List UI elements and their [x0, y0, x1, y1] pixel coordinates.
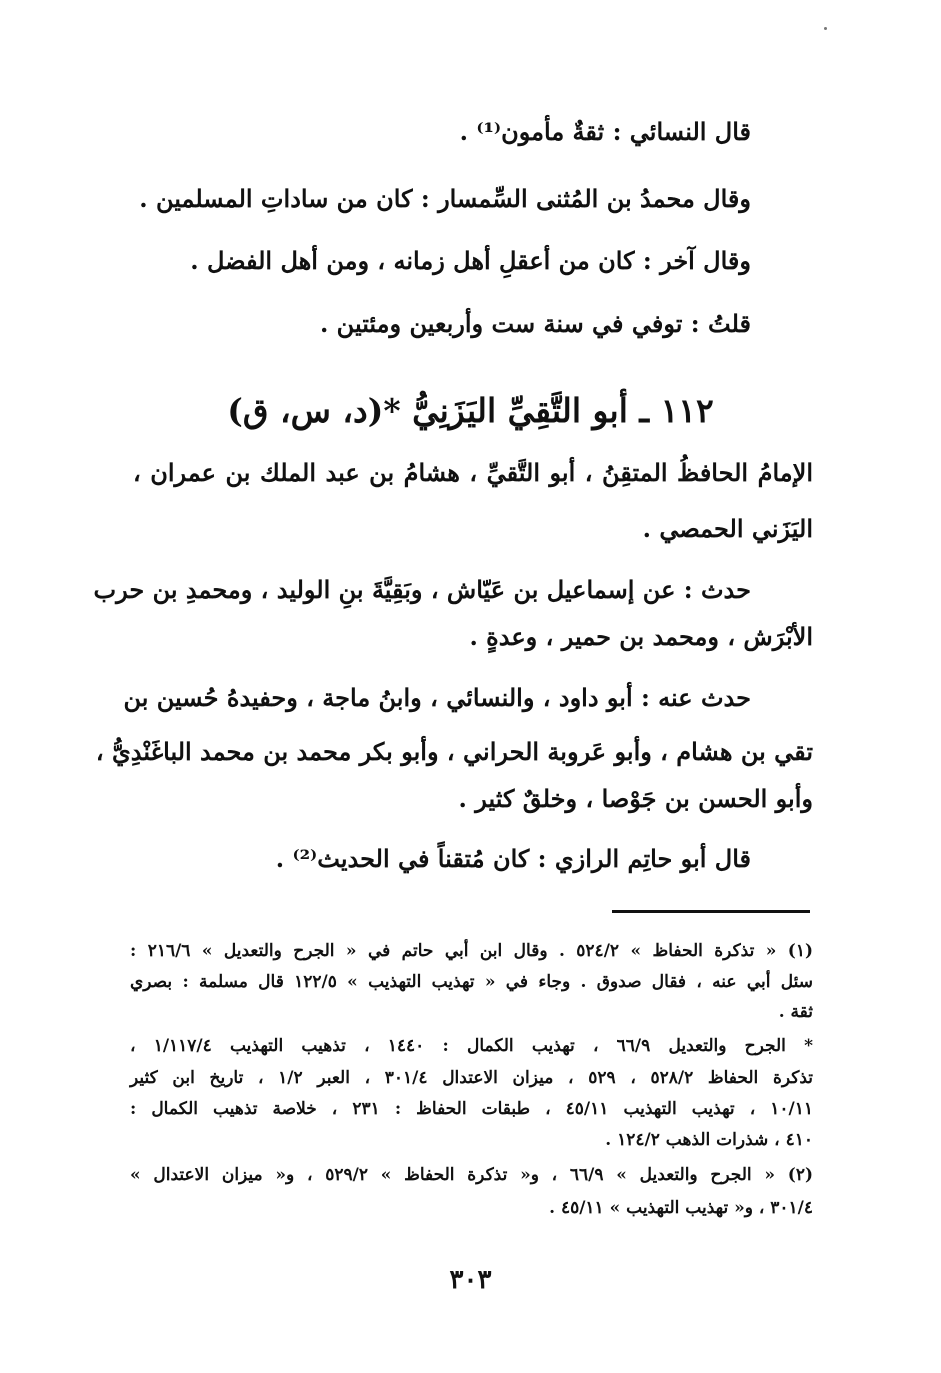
- text-line: وقال آخر : كان من أعقلِ أهل زمانه ، ومن أهل الفضل .: [190, 246, 751, 275]
- footnote-line: * الجرح والتعديل ٦٦/٩ ، تهذيب الكمال : ١٤٤٠ ، تذهيب التهذيب ١/١١٧/٤ ،: [130, 1036, 813, 1056]
- text-line: حدث عنه : أبو داود ، والنسائي ، وابنُ ماجة ، وحفيدهُ حُسين بن: [123, 683, 751, 712]
- footnote-line: (١) « تذكرة الحفاظ » ٥٢٤/٢ . وقال ابن أبي حاتم في « الجرح والتعديل » ٢١٦/٦ :: [130, 941, 813, 961]
- text-line: حدث : عن إسماعيل بن عَيّاش ، وبَقِيَّةَ بنِ الوليد ، ومحمدِ بن حرب: [93, 575, 751, 604]
- footnote-line: ١٠/١١ ، تهذيب التهذيب ٤٥/١١ ، طبقات الحفاظ : ٢٣١ ، خلاصة تذهيب الكمال :: [130, 1099, 813, 1119]
- text-line: الإمامُ الحافظُ المتقِنُ ، أبو التَّقيِّ ، هشامُ بن عبد الملك بن عمران ،: [133, 458, 813, 487]
- text-line: تقي بن هشام ، وأبو عَروبة الحراني ، وأبو بكر محمد بن محمد الباغَنْدِيُّ ،: [95, 737, 813, 766]
- text-line: اليَزَني الحمصي .: [642, 514, 813, 543]
- text-line: قال أبو حاتِم الرازي : كان مُتقناً في الحديث⁽²⁾ .: [275, 844, 751, 873]
- page-number: ٣٠٣: [449, 1265, 492, 1295]
- footnote-line: سئل أبي عنه ، فقال صدوق . وجاء في « تهذيب التهذيب » ١٢٢/٥ قال مسلمة : بصري: [130, 972, 813, 992]
- text-line: قال النسائي : ثقةٌ مأمون⁽¹⁾ .: [459, 117, 751, 146]
- scan-speck: [824, 27, 827, 30]
- footnote-line: (٢) « الجرح والتعديل » ٦٦/٩ ، و« تذكرة الحفاظ » ٥٢٩/٢ ، و« ميزان الاعتدال »: [130, 1165, 814, 1185]
- text-line: قلتُ : توفي في سنة ست وأربعين ومئتين .: [319, 309, 751, 338]
- footnote-line: ٤١٠ ، شذرات الذهب ١٢٤/٢ .: [605, 1130, 813, 1150]
- footnote-line: ٣٠١/٤ ، و« تهذيب التهذيب » ٤٥/١١ .: [549, 1198, 813, 1218]
- text-line: الأبْرَش ، ومحمد بن حمير ، وعدةٍ .: [469, 622, 813, 651]
- text-line: وأبو الحسن بن جَوْصا ، وخلقٌ كثير .: [458, 784, 813, 813]
- entry-heading: ١١٢ ـ أبو التَّقِيِّ اليَزَنِيُّ *(د، س، ق): [227, 391, 714, 430]
- footnote-separator: [612, 910, 810, 913]
- text-line: وقال محمدُ بن المُثنى السِّمسار : كان من ساداتِ المسلمين .: [139, 184, 751, 213]
- footnote-line: ثقة .: [778, 1002, 813, 1022]
- footnote-line: تذكرة الحفاظ ٥٢٨/٢ ، ٥٢٩ ، ميزان الاعتدال ٣٠١/٤ ، العبر ١/٢ ، تاريخ ابن كثير: [130, 1068, 813, 1088]
